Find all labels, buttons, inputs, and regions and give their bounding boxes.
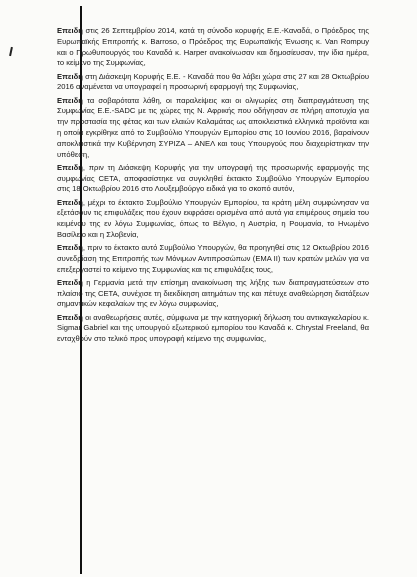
margin-mark: [9, 47, 13, 56]
paragraph-6: Επειδή, πριν το έκτακτο αυτό Συμβούλιο Υπουργών, θα προηγηθεί στις 12 Οκτωβρίου 2016 συνεδρίαση της Επιτροπής των Μόνιμων Αντιπροσώπων (ΕΜΑ ΙΙ) των κρατών μελών για να επεξεργαστεί το κείμενο της Συμφωνίας και τις επιφυλάξεις τους,: [57, 243, 369, 274]
paragraph-5: Επειδή, μέχρι το έκτακτο Συμβούλιο Υπουργών Εμπορίου, τα κράτη μέλη συμφώνησαν να εξετάσουν τις επιφυλάξεις που έχουν εκφράσει ορισμένα από αυτά για επιμέρους σημεία του κειμένου της εν λόγω Συμφωνίας, όπως το Βέλγιο, η Αυστρία, η Ρουμανία, το Ηνωμένο Βασίλειο και η Σλοβενία,: [57, 197, 369, 239]
paragraph-2: Επειδή στη Διάσκεψη Κορυφής Ε.Ε. - Καναδά που θα λάβει χώρα στις 27 και 28 Οκτωβρίου 2016 αναμένεται να υπογραφεί η προσωρινή εφαρμογή της Συμφωνίας,: [57, 71, 369, 92]
document-body: [57, 26, 369, 347]
paragraph-3: Επειδή τα σοβαρότατα λάθη, οι παραλείψεις και οι ολιγωρίες στη διαπραγμάτευση της Συμφωνίας Ε.Ε.-SADC με τις χώρες της Ν. Αφρικής που οδήγησαν σε πλήρη αποτυχία για την προστασία της φέτας και των ελαιών Καλαμάτας ως αποκλειστικά ελληνικά προϊόντα και η οποία εγκρίθηκε από το Συμβούλιο Υπουργών Εμπορίου στις 10 Ιουνίου 2016, βαραίνουν αποκλειστικά την Κυβέρνηση ΣΥΡΙΖΑ – ΑΝΕΛ και τους Υπουργούς που διαχειρίστηκαν την υπόθεση,: [57, 95, 369, 159]
paragraph-7: Επειδή η Γερμανία μετά την επίσημη ανακοίνωση της λήξης των διαπραγματεύσεων στο πλαίσιο της CETA, συνέχισε τη διεκδίκηση αιτημάτων της και πέτυχε αναθεώρηση διατάξεων σημαντικών κεφαλαίων της εν λόγω συμφωνίας,: [57, 277, 369, 309]
paragraph-4: Επειδή, πριν τη Διάσκεψη Κορυφής για την υπογραφή της προσωρινής εφαρμογής της συμφωνίας CETA, αποφασίστηκε να συγκληθεί έκτακτο Συμβούλιο Υπουργών Εμπορίου στις 18 Οκτωβρίου 2016 στο Λουξεμβούργο ειδικά για το σκοπό αυτόν,: [57, 162, 369, 194]
paragraph-8: Επειδή οι αναθεωρήσεις αυτές, σύμφωνα με την κατηγορική δήλωση του αντικαγκελαρίου κ. Sigmar Gabriel και της υπουργού εξωτερικού εμπορίου του Καναδά κ. Chrystal Freeland, θα ενταχθούν στο τελικό προς υπογραφή κείμενο της συμφωνίας,: [57, 312, 369, 344]
paragraph-1: Επειδή στις 26 Σεπτεμβρίου 2014, κατά τη σύνοδο κορυφής Ε.Ε.-Καναδά, ο Πρόεδρος της Ευρωπαϊκής Επιτροπής κ. Barroso, ο Πρόεδρος της Ευρωπαϊκής Ένωσης κ. Van Rompuy και ο Πρωθυπουργός του Καναδά κ. Harper ανακοίνωσαν και δημοσίευσαν, την ίδια ημέρα, το κείμενο της Συμφωνίας,: [57, 26, 369, 68]
